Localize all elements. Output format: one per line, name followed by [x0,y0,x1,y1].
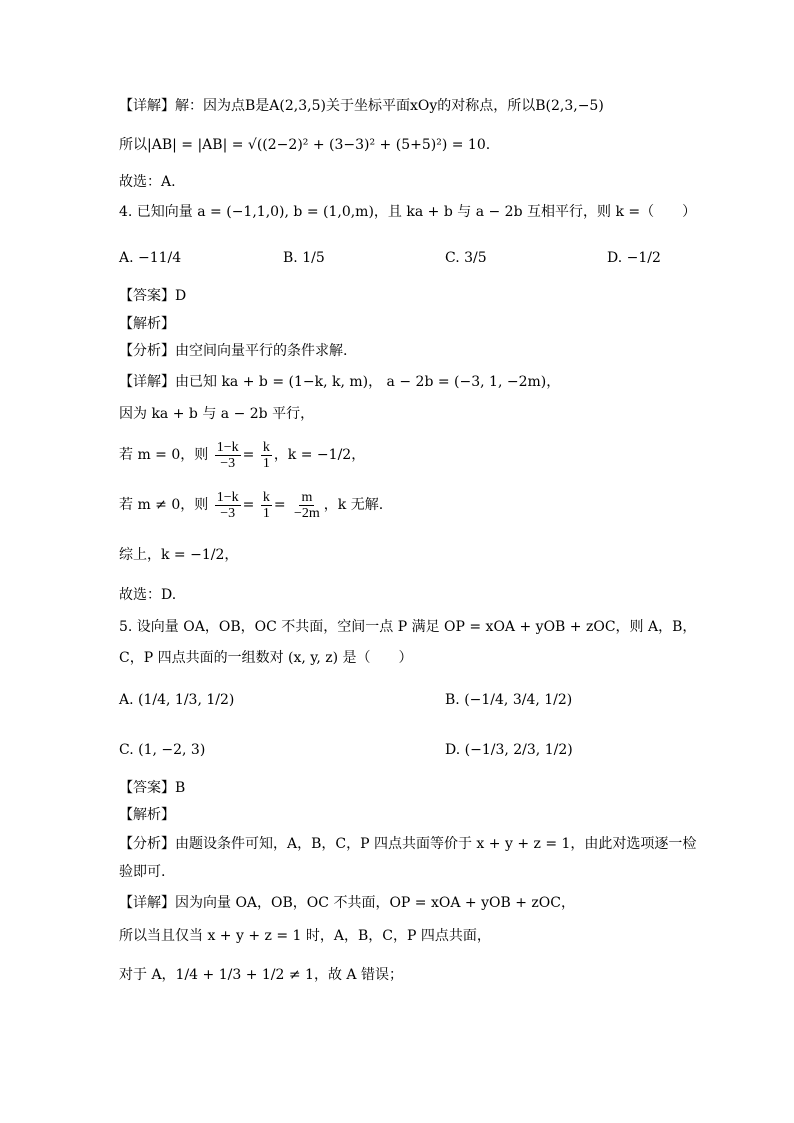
q4-answer: 【答案】D [119,288,187,304]
q4-option-d: D. −1/2 [607,250,661,266]
q4-line-a: 因为 ka + b 与 a − 2b 平行， [119,406,315,422]
q4-analysis: 【分析】由空间向量平行的条件求解. [119,343,348,359]
fraction: $\frac{m}{-2m}$ [294,489,320,521]
question-5-line-1: 5. 设向量 OA，OB，OC 不共面，空间一点 P 满足 OP = xOA + yOB + zOC，则 A，B， [119,619,697,635]
q5-line-b: 对于 A，1/4 + 1/3 + 1/2 ≠ 1，故 A 错误； [119,967,403,983]
q4-option-b: B. 1/5 [283,250,325,266]
answer-choice-line: 故选：A. [119,174,176,190]
q5-detail: 【详解】因为向量 OA，OB，OC 不共面，OP = xOA + yOB + zOC， [119,895,575,911]
question-4: 4. 已知向量 a = (−1,1,0), b = (1,0,m)，且 ka + b 与 a − 2b 互相平行，则 k =（ ） [119,204,697,220]
q4-detail: 【详解】由已知 ka + b = (1−k, k, m)， a − 2b = (−3, 1, −2m)， [119,374,561,390]
q4-analysis-heading: 【解析】 [119,316,175,332]
q4-case-m-zero: 若 m = 0，则 $\frac{1-k}{-3}$ = $\frac{k}{1}$ ，k = −1/2， [119,439,366,471]
q5-option-d: D. (−1/3, 2/3, 1/2) [445,742,573,758]
q5-analysis-heading: 【解析】 [119,807,175,823]
solution-line-2: 所以|AB| = |AB| = √((2−2)² + (3−3)² + (5+5)²) = 10. [119,137,491,153]
fraction: $\frac{1-k}{-3}$ [216,489,239,521]
q5-answer: 【答案】B [119,780,186,796]
q5-analysis-line-2: 验即可. [119,864,166,880]
q4-case-m-nonzero: 若 m ≠ 0，则 $\frac{1-k}{-3}$ = $\frac{k}{1}$ = $\frac{m}{-2m}$ ，k 无解. [119,489,384,521]
fraction: $\frac{k}{1}$ [262,489,270,521]
q5-option-c: C. (1, −2, 3) [119,742,206,758]
fraction: $\frac{k}{1}$ [262,439,270,471]
q4-option-c: C. 3/5 [445,250,487,266]
fraction: $\frac{1-k}{-3}$ [216,439,239,471]
q4-choice: 故选：D. [119,587,177,603]
q5-option-b: B. (−1/4, 3/4, 1/2) [445,692,573,708]
q4-conclusion: 综上，k = −1/2， [119,547,239,563]
q4-option-a: A. −11/4 [119,250,182,266]
q5-option-a: A. (1/4, 1/3, 1/2) [119,692,235,708]
solution-line-1: 【详解】解：因为点B是A(2,3,5)关于坐标平面xOy的对称点，所以B(2,3,−5) [119,98,604,114]
q5-line-a: 所以当且仅当 x + y + z = 1 时，A，B，C，P 四点共面， [119,928,491,944]
q5-analysis-line-1: 【分析】由题设条件可知，A，B，C，P 四点共面等价于 x + y + z = 1，由此对选项逐一检 [119,836,697,852]
question-5-line-2: C，P 四点共面的一组数对 (x, y, z) 是（ ） [119,650,413,666]
